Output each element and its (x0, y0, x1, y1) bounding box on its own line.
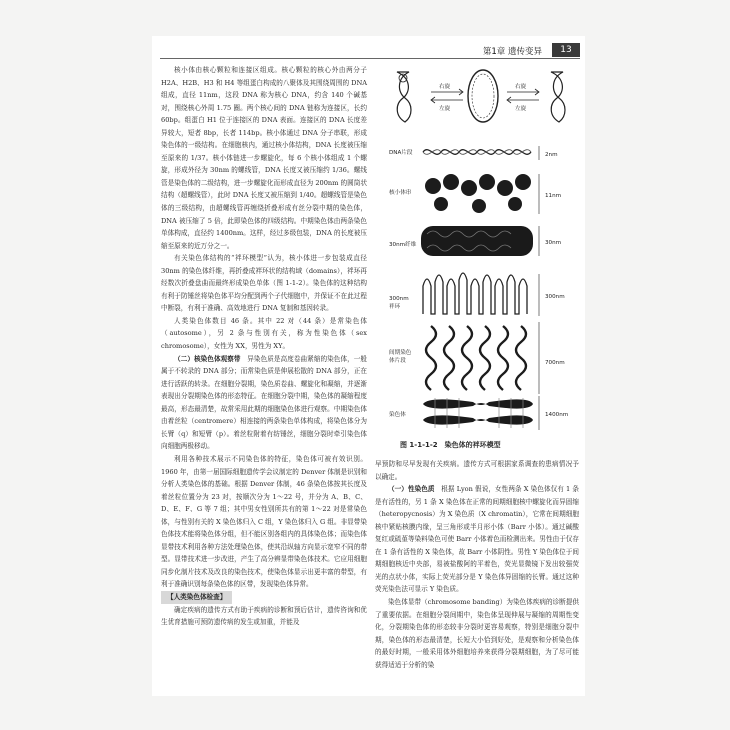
relaxed-loop-icon (468, 70, 498, 122)
interphase-label-1: 间期染色 (389, 350, 412, 356)
right-subsection-lead: 根据 Lyon 假说，女性两条 X 染色体仅有 1 条是有活性的，另 1 条 X 染色体在正常的间期细胞核中螺旋化而异固缩（heteropycnosis）为 X 染色质（X chromatin），它常在间期细胞核中紧贴核膜内缘，呈三角形或半月形小体（Barr 小体）。通过碱酸复红或硫堇等染料染色可使 Barr 小体着色而检测出来。男性由于仅存在 1 条有活性的 X 染色体，故 Barr 小体阴性。男性 Y 染色体位于间期细胞核近中央部，易被盐酸阿的平着色，荧光显微镜下发出较强荧光的点状小体，实际上荧光部分是 Y 染色体异固缩的长臂。通过这种荧光染色法可显示 Y 染色质。 (375, 485, 580, 594)
subsection-paragraph (161, 353, 367, 453)
loop-label-size: 300nm (389, 296, 409, 302)
subsection-lead: 异染色质是高度卷曲紧缩的染色体，一般属于不转录的 DNA 部分；而常染色质是伸展松散的 DNA 部分，正在进行活跃的转录。在细胞分裂期，染色质卷曲、螺旋化和凝缩，并逐渐表现出分裂期染色体的形态特征。在细胞分裂中期，染色体的凝缩程度最高，形态最清楚，故常采用此期的细胞染色体进行观察。中期染色体由着丝粒（centromere）相连接的两条染色单体构成，将染色体分为长臂（q）和短臂（p）。着丝粒附着有纺锤丝，细胞分裂时牵引染色体向细胞两极移动。 (161, 354, 368, 451)
body-paragraph: 有关染色体结构的“袢环模型”认为，核小体进一步包装成直径 30nm 的染色体纤维，再折叠成袢环状的结构域（domains），袢环再经数次折叠盘曲而最终形成染色单体（图 1-1-2）。染色体的这种结构有利于防锤丝将染色体平均分配到两个子代细胞中，并保证不在此过程中断裂，有利于准确、高效地进行 DNA 复制和基因转录。 (161, 254, 367, 313)
size-11nm: 11nm (545, 193, 562, 199)
interphase-label-2: 体片段 (389, 358, 406, 364)
loop-domain (423, 273, 527, 314)
dna-label: DNA片段 (389, 150, 413, 156)
body-paragraph: 利用各种技术展示不同染色体的特征，染色体可被有效识别。1960 年，由第一届国际细胞遗传学会议制定的 Denver 体制是识别和分析人类染色体的基础。根据 Denver 体制，46 条染色体按其长度及着丝粒位置分为 23 对，按顺次分为 1～22 号，并分为 A、B、C、D、E、F、G 等 7 组；其中男女性别所共有的第 1～22 对是常染色体，与性别有关的 X 染色体归入 C 组，Y 染色体归入 G 组。非显带染色体技术能将染色体分组，但不能区别各组内的具体染色体；而染色体显带技术利用各种方法处理染色体，使其沿纵轴方向显示宽窄不同的带型。显带技术进一步改进，产生了高分辨显带染色体技术。它应用细胞同步化制片技术及改良的染色技术，使染色体显示出更丰富的带型，有利于准确识别每条染色体的区带，发现染色体异常。 (161, 454, 367, 589)
box-heading: 【人类染色体检查】 (161, 591, 232, 604)
size-1400nm: 1400nm (545, 412, 569, 418)
figure-drawing (383, 64, 579, 436)
right-subsection-paragraph (375, 483, 579, 596)
right-twist-label: 右旋 (439, 84, 451, 90)
subsection-title: （二）核染色体观察带 (174, 354, 241, 363)
left-twist-label-2: 左旋 (515, 106, 527, 112)
nucleosome-string (425, 174, 531, 213)
body-paragraph: 核小体由核心颗粒和连接区组成。核心颗粒的核心外由两分子 H2A、H2B、H3 和 H4 等组蛋白构成的八聚体及其围绕周围的 DNA 组成，直径 11nm，这段 DNA 称为核心 DNA，约含 140 个碱基对，围绕核心外周 1.75 圈。两个核心间的 DNA 链称为连接区，长约 60bp。组蛋白 H1 位于连接区的 DNA 表面。连接区的 DNA 长度差异较大，短者 8bp，长者 114bp。核小体通过 DNA 分子串联，形成染色体的一级结构。在细胞核内，通过核小体结构，DNA 长度被压缩至原来的 1/37。核小体链进一步螺旋化，每 6 个核小体组成 1 个螺旋，形成外径为 30nm 的螺线管，DNA 长度又被压缩约 1/36。螺线管是染色体的二级结构，进一步螺旋化而形成直径为 200nm 的圆筒状结构（超螺线管），此时 DNA 长度又被压缩到 1/40。超螺线管是染色体的三级结构，由超螺线管再缠绕折叠形成有丝分裂中期的染色体，DNA 被压缩了 5 倍，此即染色体的四级结构。中期染色体由两条染色单体构成，直径约 1400nm。这样，经过多级包装，DNA 的长度被压缩至原来的近万分之一。 (161, 66, 367, 250)
body-paragraph: 染色体显带（chromosome banding）为染色体疾病的诊断提供了重要依据。在细胞分裂间期中，染色体呈现伸展与凝缩的周期性变化，分裂期染色体的形态较非分裂时更容易观察，特别是细胞分裂中期，染色体的形态最清楚，长短大小恰到好处，是观察和分析染色体的最好时期，一般采用体外细胞培养来获得分裂期细胞，为了尽可能获得适适于分析的染 (375, 598, 579, 669)
size-30nm: 30nm (545, 240, 562, 246)
body-paragraph: 人类染色体数目 46 条。其中 22 对（44 条）是常染色体（autosome），另 2 条与性别有关，称为性染色体（sex chromosome），女性为 XX，男性为 XY。 (161, 316, 367, 351)
header-rule (160, 58, 580, 59)
chromosome-icon (423, 398, 533, 428)
page-header (160, 44, 580, 60)
supercoil-left-icon (397, 72, 411, 122)
size-2nm: 2nm (545, 152, 558, 158)
nucleosome-label: 核小体串 (389, 190, 412, 196)
loop-model-figure (383, 64, 579, 436)
size-300nm: 300nm (545, 294, 565, 300)
box-heading-row (161, 591, 367, 604)
body-paragraph: 确定疾病的遗传方式有助于疾病的诊断和预后估计，遗传咨询和优生优育措施可预防遗传病的发生或加重，并能及 (161, 605, 367, 627)
right-twist-label-2: 右旋 (515, 84, 527, 90)
right-subsection-title: （一）性染色质 (388, 485, 435, 494)
supercoil-right-icon (551, 72, 565, 122)
fiber-label: 30nm纤维 (389, 242, 417, 248)
chapter-title: 第1章 遗传变异 (482, 47, 542, 57)
body-paragraph: 早预防和尽早发现有关疾病。遗传方式可根据家系调查的患病情况予以确定。 (375, 460, 579, 481)
size-700nm: 700nm (545, 360, 565, 366)
figure-caption: 图 1-1-1-2 染色体的袢环模型 (400, 441, 501, 449)
right-column (375, 458, 579, 671)
loop-label: 袢环 (389, 304, 401, 310)
interphase-fragment (426, 326, 526, 390)
left-twist-label: 左旋 (439, 106, 451, 112)
fiber-30nm (421, 226, 533, 256)
chromosome-label: 染色体 (389, 412, 406, 418)
left-column (161, 64, 367, 629)
page-number: 13 (552, 43, 580, 57)
